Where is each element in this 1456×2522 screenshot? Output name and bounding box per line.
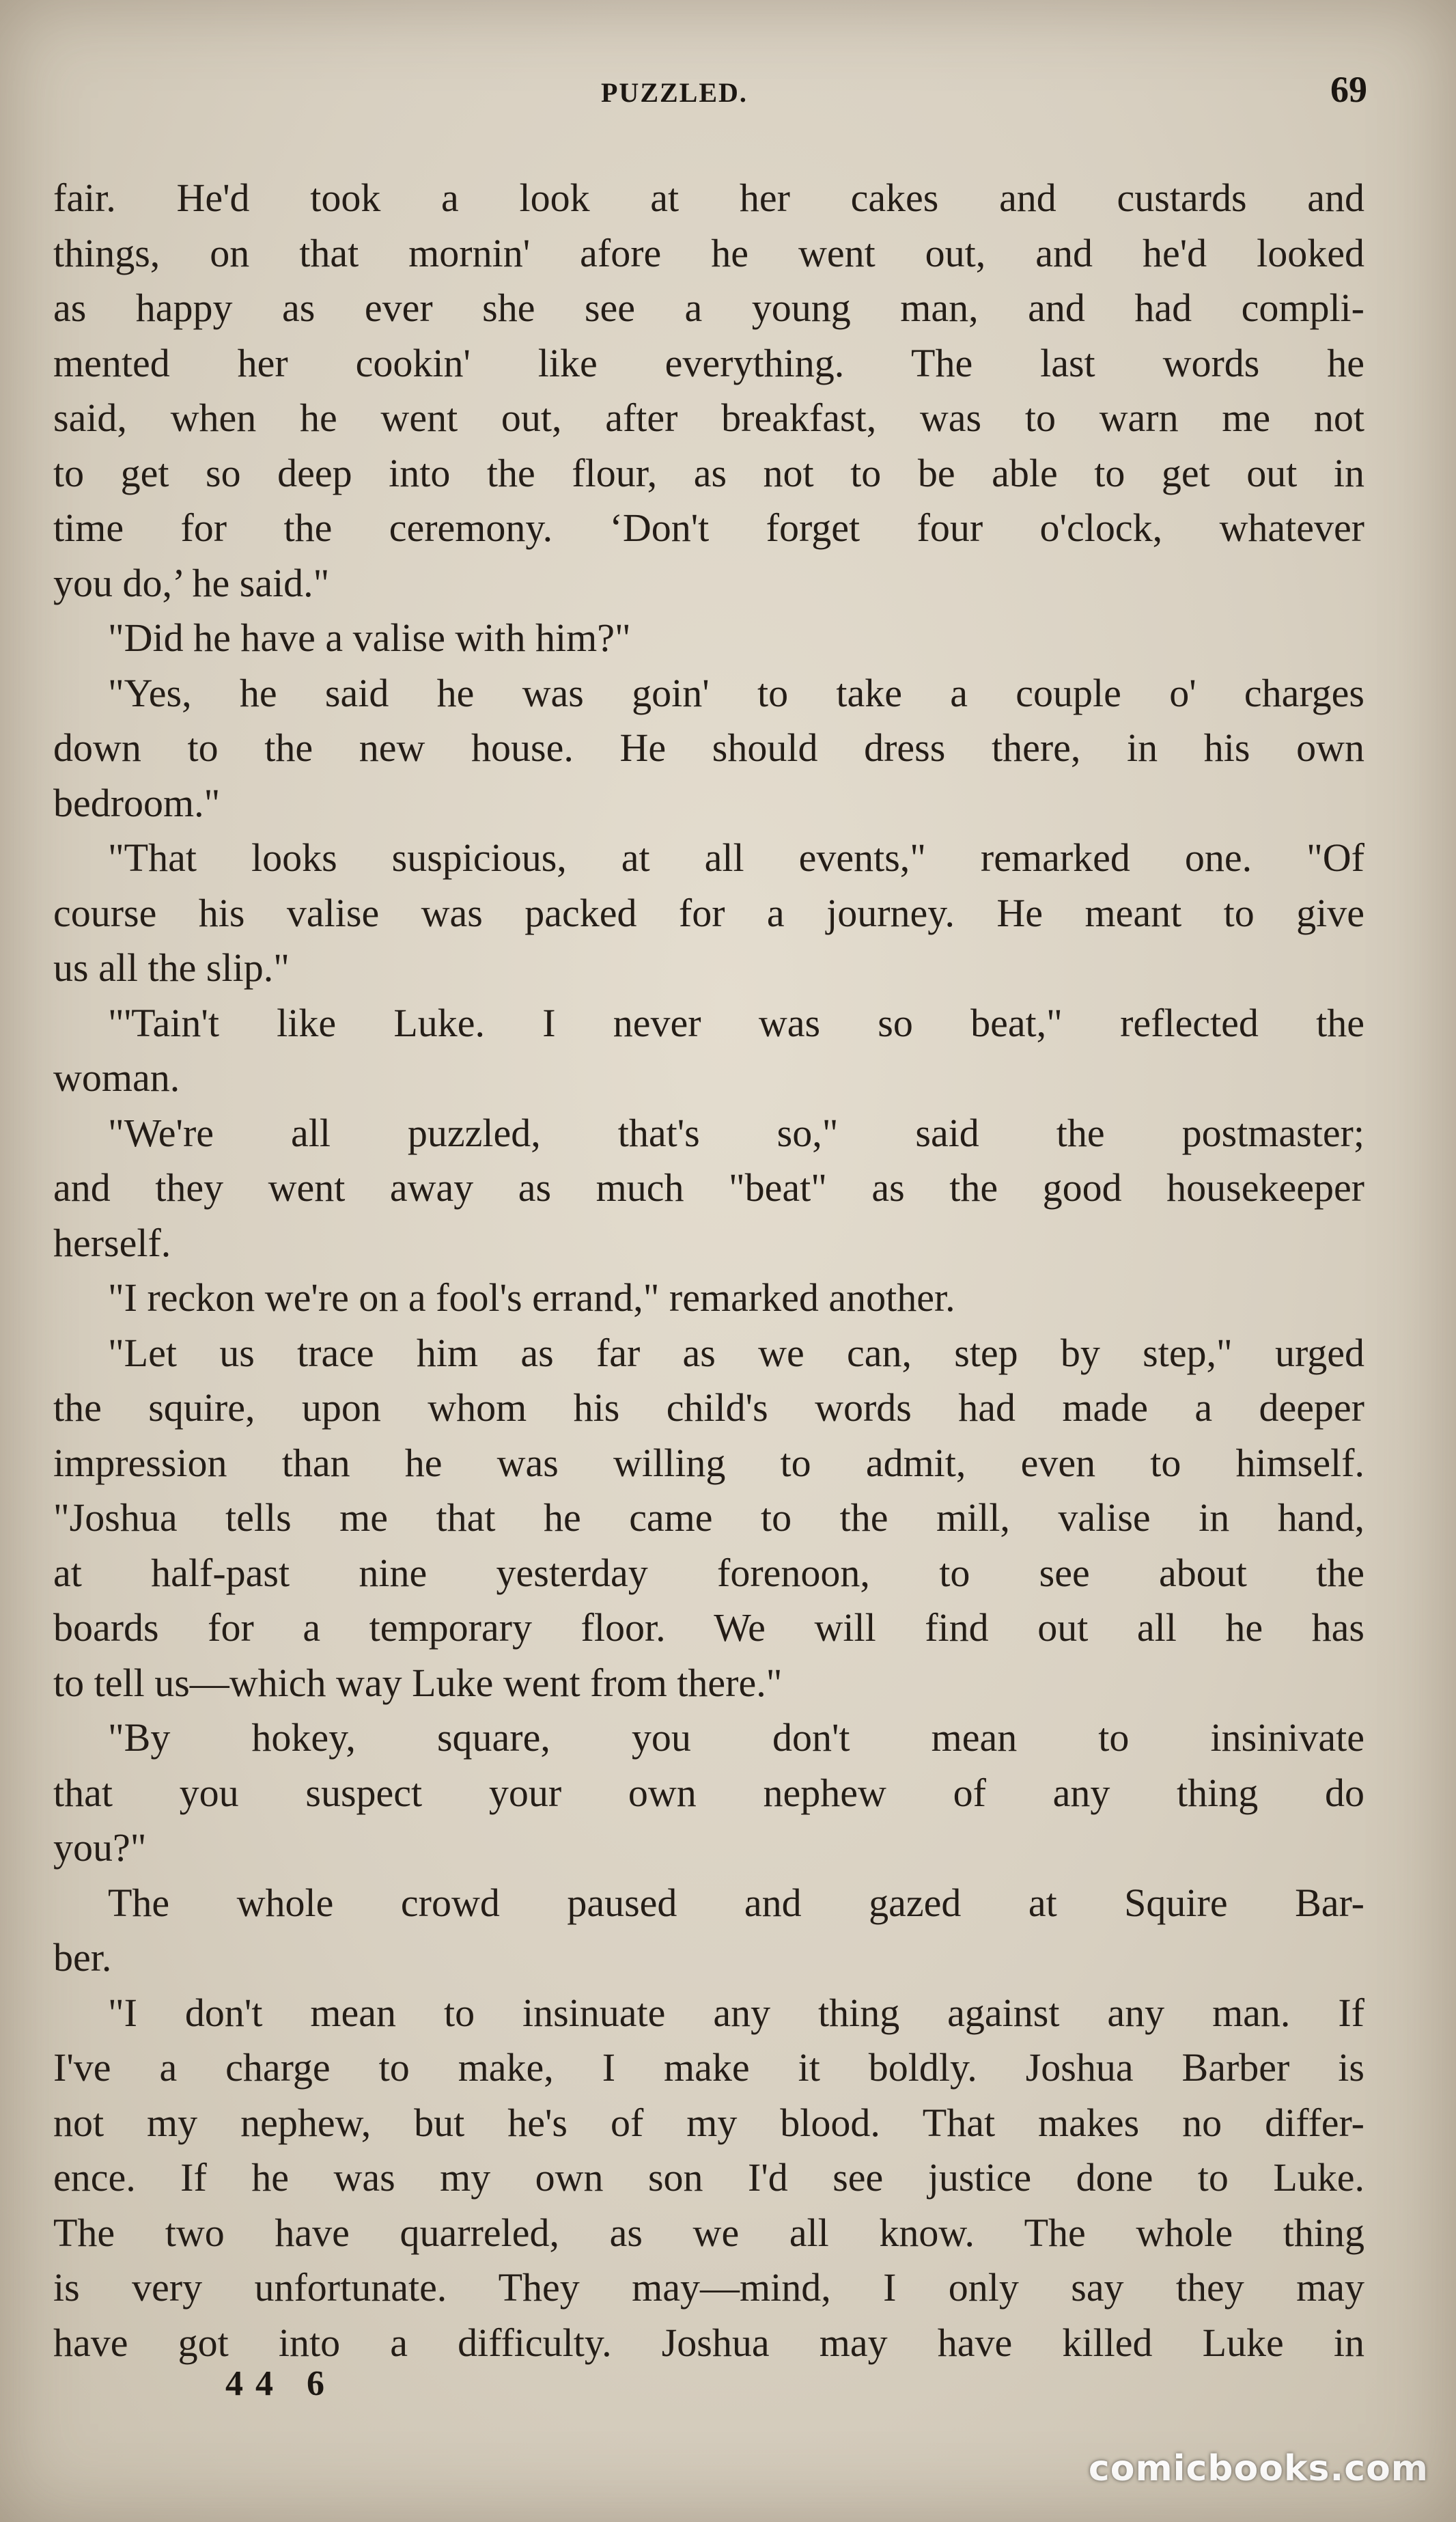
page-number: 69 bbox=[1330, 69, 1367, 110]
text-line: mented her cookin' like everything. The last words he bbox=[53, 340, 1364, 385]
text-line: herself. bbox=[53, 1220, 171, 1265]
text-line: that you suspect your own nephew of any thing do bbox=[53, 1770, 1364, 1815]
text-line: bedroom." bbox=[53, 780, 221, 825]
text-line: fair. He'd took a look at her cakes and custards and bbox=[53, 176, 1364, 220]
text-line: and they went away as much "beat" as the good housekeeper bbox=[53, 1165, 1364, 1210]
text-line: to tell us—which way Luke went from there." bbox=[53, 1660, 783, 1705]
text-line: have got into a difficulty. Joshua may have killed Luke in bbox=[53, 2320, 1364, 2365]
text-line: not my nephew, but he's of my blood. That makes no differ- bbox=[53, 2100, 1364, 2145]
text-line: you?" bbox=[53, 1825, 147, 1870]
text-line: woman. bbox=[53, 1055, 180, 1100]
text-line: at half-past nine yesterday forenoon, to see about the bbox=[53, 1550, 1364, 1595]
text-line: course his valise was packed for a journey. He meant to give bbox=[53, 890, 1364, 935]
text-line: impression than he was willing to admit, even to himself. bbox=[53, 1440, 1364, 1485]
text-line: said, when he went out, after breakfast, was to warn me not bbox=[53, 396, 1364, 440]
text-line: The whole crowd paused and gazed at Squire Bar- bbox=[108, 1880, 1364, 1925]
text-line: "Joshua tells me that he came to the mill, valise in hand, bbox=[53, 1495, 1364, 1540]
text-line: the squire, upon whom his child's words had made a deeper bbox=[53, 1385, 1364, 1430]
text-line: The two have quarreled, as we all know. The whole thing bbox=[53, 2210, 1364, 2255]
watermark: comicbooks.com bbox=[1088, 2448, 1429, 2489]
text-line: to get so deep into the flour, as not to be able to get out in bbox=[53, 450, 1364, 495]
text-line: ber. bbox=[53, 1935, 112, 1980]
body-text bbox=[53, 171, 1364, 2370]
text-line: "I reckon we're on a fool's errand," remarked another. bbox=[108, 1275, 955, 1320]
text-line: you do,’ he said." bbox=[53, 560, 330, 605]
text-line: "We're all puzzled, that's so," said the postmaster; bbox=[108, 1110, 1364, 1155]
text-line: "By hokey, square, you don't mean to insinivate bbox=[108, 1715, 1364, 1760]
text-line: "That looks suspicious, at all events," remarked one. "Of bbox=[108, 835, 1364, 880]
text-line: is very unfortunate. They may—mind, I only say they may bbox=[53, 2265, 1364, 2310]
text-line: "Did he have a valise with him?" bbox=[108, 615, 631, 660]
page-footer bbox=[0, 2364, 1456, 2418]
text-line: down to the new house. He should dress there, in his own bbox=[53, 725, 1364, 770]
text-line: as happy as ever she see a young man, and had compli- bbox=[53, 286, 1364, 330]
text-line: "Yes, he said he was goin' to take a couple o' charges bbox=[108, 670, 1364, 715]
text-line: I've a charge to make, I make it boldly. Joshua Barber is bbox=[53, 2045, 1364, 2090]
text-line: us all the slip." bbox=[53, 945, 290, 990]
running-head: PUZZLED. bbox=[601, 77, 748, 108]
text-line: boards for a temporary floor. We will find out all he has bbox=[53, 1605, 1364, 1650]
text-line: "I don't mean to insinuate any thing against any man. If bbox=[108, 1990, 1364, 2035]
printer-signature-mark: 44 6 bbox=[225, 2364, 337, 2403]
text-line: "Let us trace him as far as we can, step by step," urged bbox=[108, 1330, 1364, 1375]
page-header bbox=[0, 61, 1456, 123]
text-line: ence. If he was my own son I'd see justice done to Luke. bbox=[53, 2155, 1364, 2200]
text-line: things, on that mornin' afore he went out, and he'd looked bbox=[53, 230, 1364, 275]
text-line: time for the ceremony. ‘Don't forget four o'clock, whatever bbox=[53, 505, 1364, 550]
text-line: "'Tain't like Luke. I never was so beat," reflected the bbox=[108, 1000, 1364, 1045]
